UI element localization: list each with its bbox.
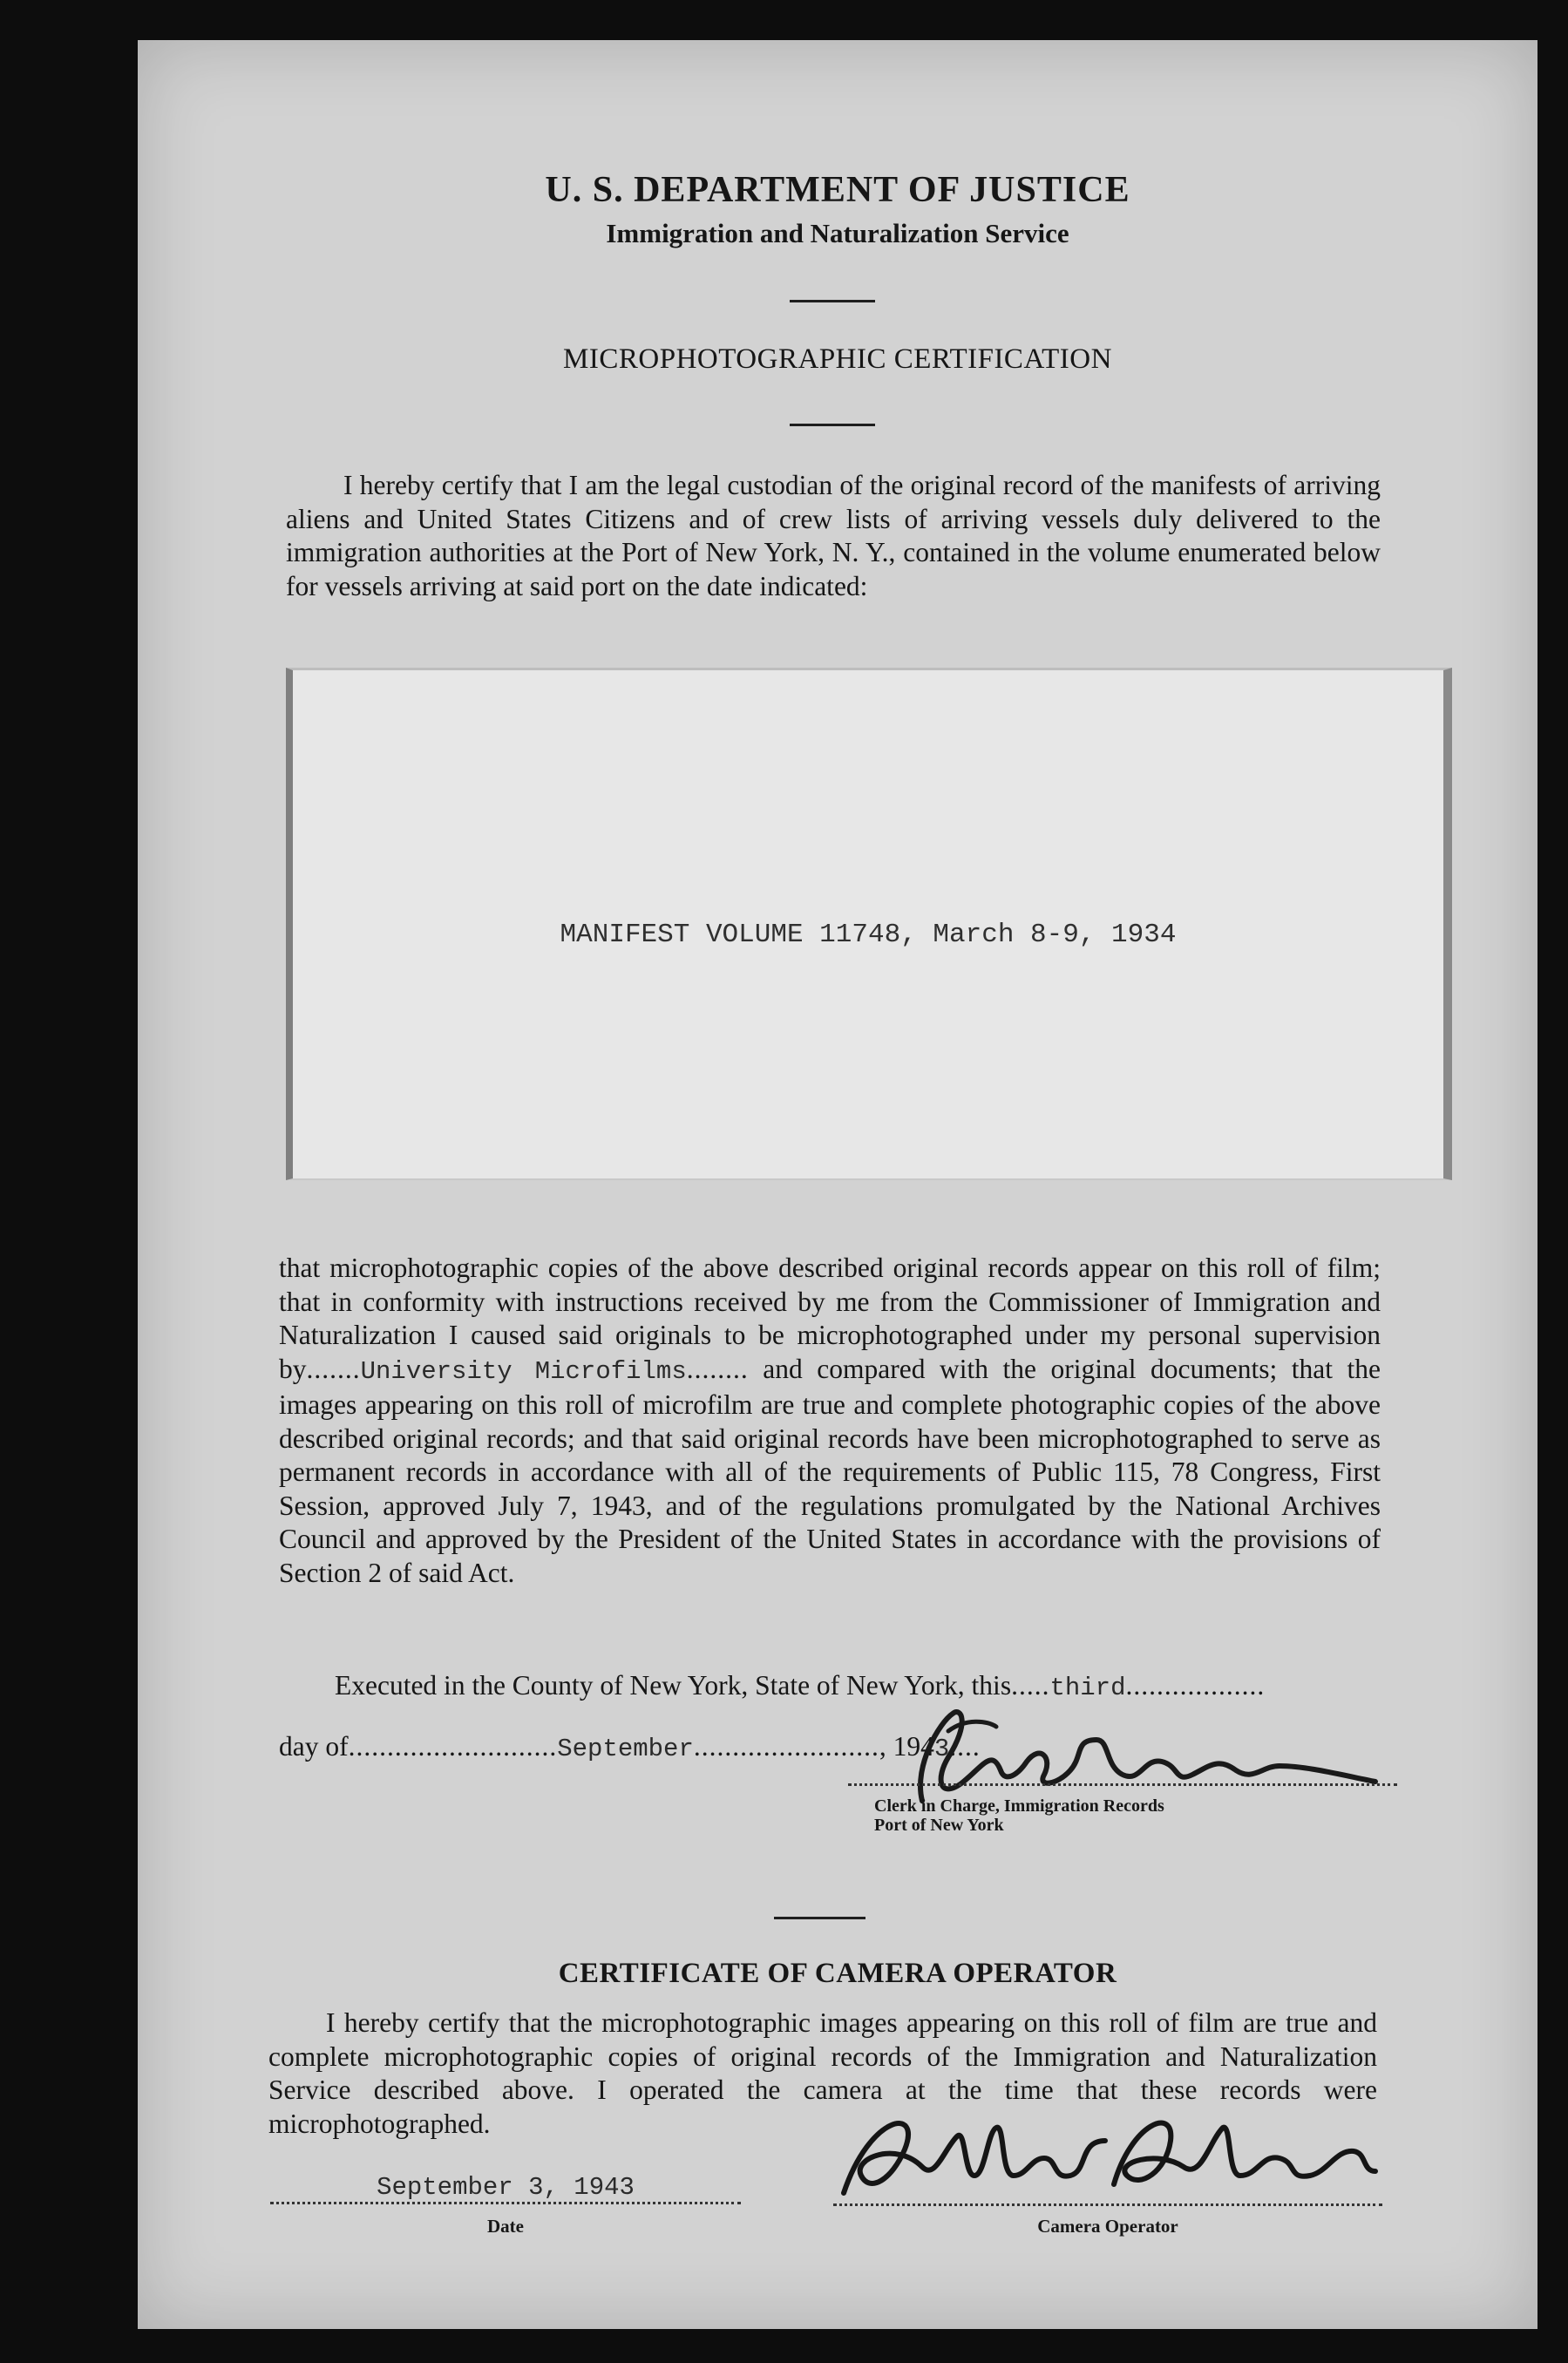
certification-intro: I hereby certify that I am the legal custodian of the original record of the manifests of arriving aliens and United States Citizens and of crew lists of arriving vessels duly delivered to the immigration authorities at the Port of New York, N. Y., contained in the volume enumerated below for vessels arriving at said port on the date indicated:: [286, 470, 1381, 601]
certificate-date-value: September 3, 1943: [377, 2173, 635, 2202]
camera-operator-label: Camera Operator: [1037, 2216, 1178, 2237]
fill-dots: .....: [1011, 1670, 1050, 1701]
certification-heading: MICROPHOTOGRAPHIC CERTIFICATION: [563, 343, 1112, 375]
clerk-title-line1: Clerk in Charge, Immigration Records: [874, 1796, 1164, 1816]
certificate-page: [138, 40, 1537, 2329]
service-subtitle: Immigration and Naturalization Service: [606, 218, 1069, 248]
camera-operator-signature: [826, 2088, 1384, 2210]
department-title: U. S. DEPARTMENT OF JUSTICE: [545, 170, 1130, 210]
fill-dots: ..................: [1125, 1670, 1266, 1701]
manifest-volume-entry: MANIFEST VOLUME 11748, March 8-9, 1934: [560, 920, 1177, 950]
camera-operator-heading: CERTIFICATE OF CAMERA OPERATOR: [558, 1958, 1117, 1989]
divider: [790, 424, 875, 426]
certification-body: [279, 1252, 1381, 1590]
certification-body-part1: that microphotographic copies of the above described original records appear on this roll of film; that in conformity with instructions received by me from the Commissioner of Immigration and Naturalization I caused said originals to be microphotographed under my personal supervision by: [279, 1253, 1381, 1384]
year-digit: 3: [933, 1735, 950, 1763]
fill-dots: .......: [306, 1353, 361, 1384]
divider: [790, 300, 875, 302]
clerk-signature-line: [848, 1783, 1397, 1786]
date-label: Date: [487, 2216, 524, 2237]
fill-dots: ....: [949, 1731, 981, 1762]
day-of-label: day of: [279, 1731, 349, 1762]
day-of-line: [279, 1731, 981, 1763]
clerk-title: [874, 1796, 1164, 1835]
fill-dots: ........................: [693, 1731, 879, 1762]
executed-month: September: [557, 1735, 694, 1763]
certification-body-part2: and compared with the original documents; that the images appearing on this roll of microfilm are true and complete photographic copies of the above described original records; and that said original records have been microphotographed to serve as permanent records in accordance with all of the requirements of Public 115, 78 Congress, First Session, approved July 7, 1943, and of the regulations promulgated by the National Archives Council and approved by the President of the United States in accordance with the provisions of Section 2 of said Act.: [279, 1353, 1381, 1588]
operator-signature-line: [833, 2203, 1382, 2206]
executed-day: third: [1049, 1674, 1126, 1702]
year-prefix: , 194: [879, 1731, 934, 1762]
camera-operator-body: I hereby certify that the microphotographic images appearing on this roll of film are true and complete microphotographic copies of original records of the Immigration and Naturalization Service described above. I operated the camera at the time that these records were microphotographed.: [268, 2007, 1377, 2139]
clerk-title-line2: Port of New York: [874, 1816, 1004, 1835]
supervisor-name: University Microfilms: [360, 1356, 687, 1386]
volume-insert-card: [286, 668, 1452, 1180]
certificate-date-line: [270, 2173, 741, 2204]
fill-dots: ...........................: [348, 1731, 558, 1762]
executed-prefix: Executed in the County of New York, State of New York, this: [335, 1670, 1012, 1701]
fill-dots: ........: [686, 1353, 749, 1384]
divider: [774, 1917, 865, 1919]
